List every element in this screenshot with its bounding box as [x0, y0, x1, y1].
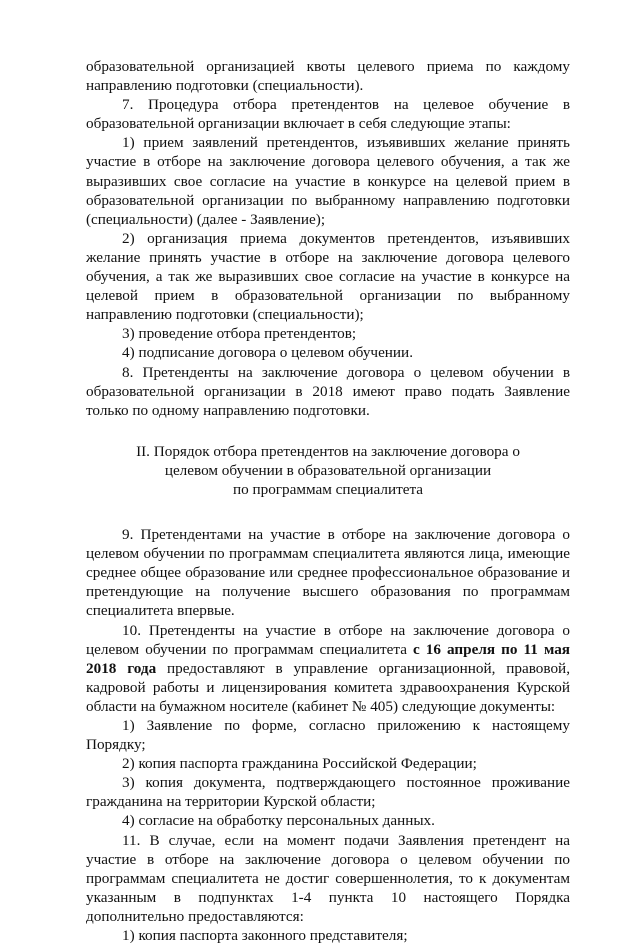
paragraph-7-item-4: 4) подписание договора о целевом обучении. — [122, 344, 413, 362]
paragraph-11: 11. В случае, если на момент подачи Заявления претендент на участие в отборе на заключение договора о целевом обучении по программам специалитета не достиг совершеннолетия, то к документам указанным в подпунктах 1-4 пункта 10 настоящего Порядка дополнительно предоставляются: — [86, 831, 570, 925]
paragraph-10-date-range: с 16 апреля по 11 мая 2018 года — [86, 640, 570, 677]
paragraph-7-item-1: 1) прием заявлений претендентов, изъявивших желание принять участие в отборе на заключение договора целевого обучения, а так же выразивших свое согласие на участие в конкурсе на целевой прием в образовательной организации по выбранному направлению подготовки (специальности) (далее - Заявление); — [86, 134, 570, 228]
paragraph-10-item-2: 2) копия паспорта гражданина Российской Федерации; — [122, 755, 477, 773]
paragraph-11-item-1: 1) копия паспорта законного представителя; — [122, 927, 408, 945]
paragraph-7-item-2: 2) организация приема документов претендентов, изъявивших желание принять участие в отборе на заключение договора целевого обучения, а так же выразивших свое согласие на участие в конкурсе на целевой прием в образовательной организации по выбранному направлению подготовки (специальности); — [86, 229, 570, 324]
paragraph-10 — [86, 621, 570, 716]
paragraph-10-text-start: 10. Претенденты на участие в отборе на заключение договора о целевом обучении по программам специалитета — [86, 621, 570, 658]
paragraph-10-item-1: 1) Заявление по форме, согласно приложению к настоящему Порядку; — [86, 717, 570, 754]
paragraph-9: 9. Претендентами на участие в отборе на заключение договора о целевом обучении по программам специалитета являются лица, имеющие среднее общее образование или среднее профессиональное образование и претендующие на получение высшего образования по программам специалитета впервые. — [86, 526, 570, 620]
paragraph-10-item-3: 3) копия документа, подтверждающего постоянное проживание гражданина на территории Курской области; — [86, 774, 570, 811]
section-heading — [86, 442, 570, 499]
section-heading-line-1: II. Порядок отбора претендентов на заключение договора о — [136, 442, 520, 460]
paragraph-7-item-3: 3) проведение отбора претендентов; — [122, 325, 357, 343]
paragraph-7: 7. Процедура отбора претендентов на целевое обучение в образовательной организации включает в себя следующие этапы: — [86, 96, 570, 133]
section-heading-line-2: целевом обучении в образовательной организации — [164, 461, 492, 479]
paragraph-10-text-end: предоставляют в управление организационной, правовой, кадровой работы и лицензирования комитета здравоохранения Курской области на бумажном носителе (кабинет № 405) следующие документы: — [86, 659, 570, 715]
paragraph-continuation: образовательной организацией квоты целевого приема по каждому направлению подготовки (специальности). — [86, 58, 570, 95]
section-heading-line-3: по программам специалитета — [232, 480, 424, 498]
paragraph-10-item-4: 4) согласие на обработку персональных данных. — [122, 812, 435, 830]
paragraph-8: 8. Претенденты на заключение договора о целевом обучении в образовательной организации в 2018 имеют право подать Заявление только по одному направлению подготовки. — [86, 363, 570, 419]
